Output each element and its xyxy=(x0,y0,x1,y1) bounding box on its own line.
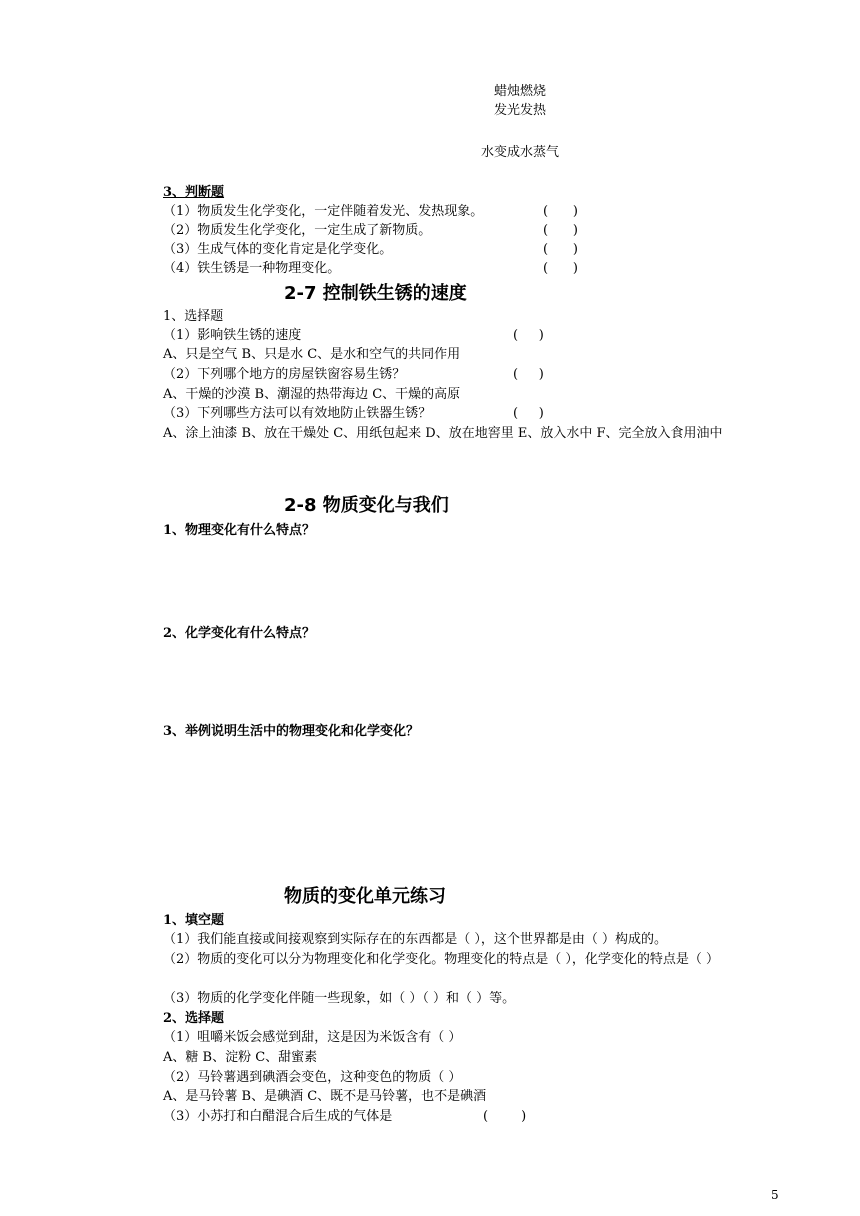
judge-item-1: （1）物质发生化学变化，一定伴随着发光、发热现象。 xyxy=(163,204,484,219)
s27-q1-paren: ( ) xyxy=(513,328,544,343)
unit-c1-opts: A、糖 B、淀粉 C、甜蜜素 xyxy=(163,1050,318,1065)
unit-c1: （1）咀嚼米饭会感觉到甜，这是因为米饭含有（ ） xyxy=(163,1030,462,1045)
s27-q2-opts: A、干燥的沙漠 B、潮湿的热带海边 C、干燥的高原 xyxy=(163,387,461,402)
unit-c2-opts: A、是马铃薯 B、是碘酒 C、既不是马铃薯，也不是碘酒 xyxy=(163,1089,487,1104)
page-number: 5 xyxy=(771,1188,779,1202)
s28-q3: 3、举例说明生活中的物理变化和化学变化？ xyxy=(163,724,420,739)
s27-q3: （3）下列哪些方法可以有效地防止铁器生锈？ xyxy=(163,406,432,421)
judge-paren-4: ( ) xyxy=(543,261,578,276)
top-box-line3: 水变成水蒸气 xyxy=(480,145,559,160)
section-2-8-heading: 2-8 物质变化与我们 xyxy=(284,495,449,516)
s27-q2: （2）下列哪个地方的房屋铁窗容易生锈？ xyxy=(163,367,406,382)
s28-q1: 1、物理变化有什么特点？ xyxy=(163,523,316,538)
judge-paren-3: ( ) xyxy=(543,242,578,257)
unit-fill-title: 1、填空题 xyxy=(163,913,225,928)
unit-c2: （2）马铃薯遇到碘酒会变色，这种变色的物质（ ） xyxy=(163,1070,462,1085)
judge-paren-2: ( ) xyxy=(543,223,578,238)
judge-item-2: （2）物质发生化学变化，一定生成了新物质。 xyxy=(163,223,432,238)
judge-paren-1: ( ) xyxy=(543,204,578,219)
top-box-line1: 蜡烛燃烧 xyxy=(493,84,546,99)
s28-q2: 2、化学变化有什么特点？ xyxy=(163,626,316,641)
s27-q2-paren: ( ) xyxy=(513,367,544,382)
s27-q1: （1）影响铁生锈的速度 xyxy=(163,328,302,343)
unit-choice-title: 2、选择题 xyxy=(163,1011,225,1026)
judge-title: 3、判断题 xyxy=(163,185,225,200)
s27-sub: 1、选择题 xyxy=(163,309,224,324)
unit-f2: （2）物质的变化可以分为物理变化和化学变化。物理变化的特点是（ ），化学变化的特点是（ ） xyxy=(163,952,720,967)
s27-q3-paren: ( ) xyxy=(513,406,544,421)
unit-f3: （3）物质的化学变化伴随一些现象，如（ ）（ ）和（ ）等。 xyxy=(163,991,516,1006)
unit-c3-paren: ( ) xyxy=(483,1109,527,1124)
section-2-7-heading: 2-7 控制铁生锈的速度 xyxy=(284,283,467,304)
unit-heading: 物质的变化单元练习 xyxy=(284,886,446,907)
judge-item-3: （3）生成气体的变化肯定是化学变化。 xyxy=(163,242,393,257)
judge-item-4: （4）铁生锈是一种物理变化。 xyxy=(163,261,341,276)
unit-c3: （3）小苏打和白醋混合后生成的气体是 xyxy=(163,1109,393,1124)
s27-q3-opts: A、涂上油漆 B、放在干燥处 C、用纸包起来 D、放在地窖里 E、放入水中 F、完全放入食用油中 xyxy=(163,426,723,441)
unit-f1: （1）我们能直接或间接观察到实际存在的东西都是（ ），这个世界都是由（ ）构成的。 xyxy=(163,932,668,947)
top-box-line2: 发光发热 xyxy=(493,103,546,118)
s27-q1-opts: A、只是空气 B、只是水 C、是水和空气的共同作用 xyxy=(163,347,461,362)
